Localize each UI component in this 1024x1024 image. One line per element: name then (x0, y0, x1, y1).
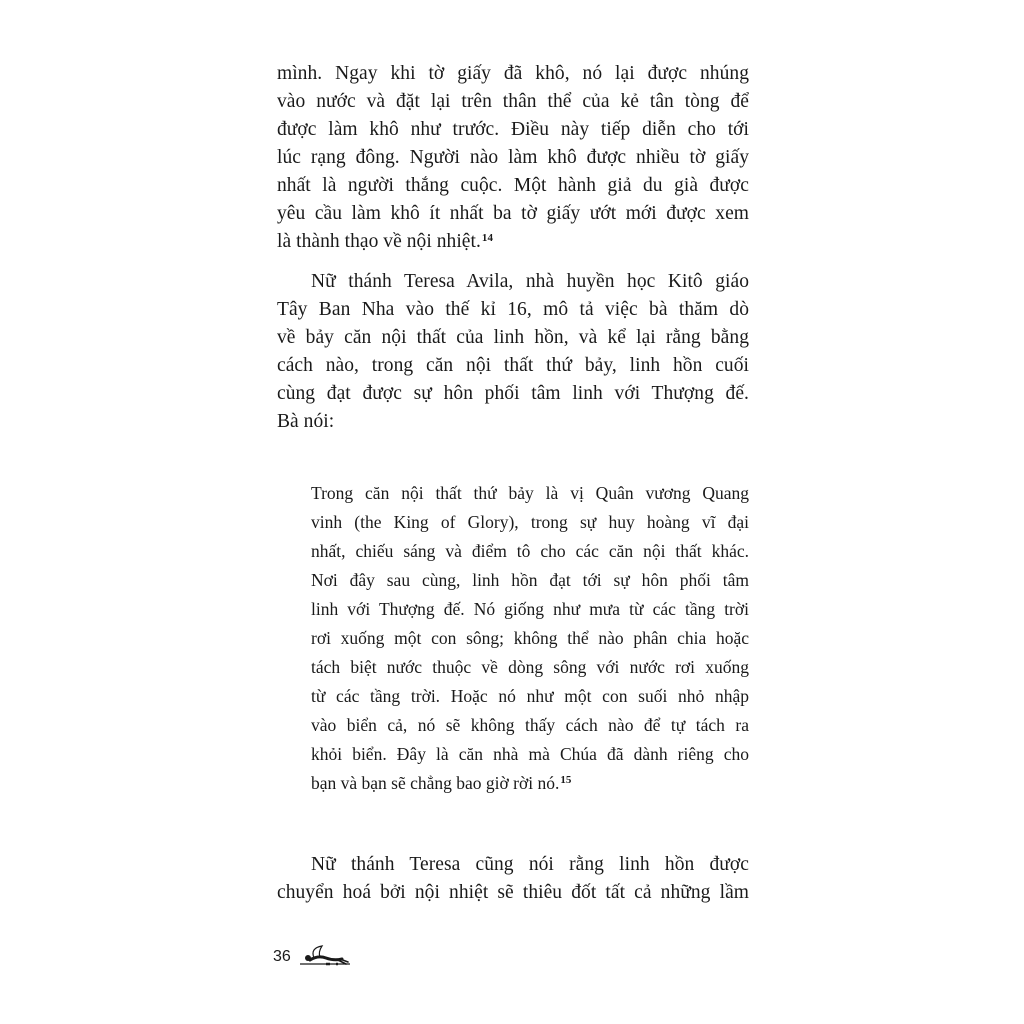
quote-line: nhất, chiếu sáng và điểm tô cho các căn nội thất khác. (311, 541, 749, 561)
text-line: cùng đạt được sự hôn phối tâm linh với Thượng đế. (277, 383, 749, 404)
footnote-marker: 15 (560, 774, 572, 786)
quote-line: từ các tầng trời. Hoặc nó như một con suối nhỏ nhập (311, 686, 749, 706)
quote-line: linh với Thượng đế. Nó giống như mưa từ các tầng trời (311, 599, 749, 619)
text-line: mình. Ngay khi tờ giấy đã khô, nó lại được nhúng (277, 63, 749, 84)
text-line: Bà nói: (277, 411, 335, 432)
text-line-content: là thành thạo về nội nhiệt. (277, 231, 481, 252)
page-number: 36 (273, 948, 291, 965)
text-line: chuyển hoá bởi nội nhiệt sẽ thiêu đốt tất cả những lầm (277, 882, 749, 903)
quote-line: tách biệt nước thuộc về dòng sông với nước rơi xuống (311, 657, 749, 677)
quote-line (311, 771, 749, 795)
quote-line: khỏi biển. Đây là căn nhà mà Chúa đã dành riêng cho (311, 744, 749, 764)
footnote-marker: 14 (481, 232, 493, 244)
text-line: vào nước và đặt lại trên thân thể của kẻ tân tòng để (277, 91, 749, 112)
text-line: Tây Ban Nha vào thế kỉ 16, mô tả việc bà thăm dò (277, 299, 749, 320)
quote-line: vinh (the King of Glory), trong sự huy hoàng vĩ đại (311, 512, 749, 532)
quote-line: Nơi đây sau cùng, linh hồn đạt tới sự hôn phối tâm (311, 570, 749, 590)
text-line: Nữ thánh Teresa Avila, nhà huyền học Kitô giáo (311, 271, 749, 292)
text-line: cách nào, trong căn nội thất thứ bảy, linh hồn cuối (277, 355, 749, 376)
text-line: nhất là người thắng cuộc. Một hành giả du già được (277, 175, 749, 196)
text-line: lúc rạng đông. Người nào làm khô được nhiều tờ giấy (277, 147, 749, 168)
quote-line: Trong căn nội thất thứ bảy là vị Quân vương Quang (311, 483, 749, 503)
reclining-figure-ornament-icon (296, 940, 356, 970)
text-line: về bảy căn nội thất của linh hồn, và kể lại rằng bằng (277, 327, 749, 348)
quote-line-content: bạn và bạn sẽ chẳng bao giờ rời nó. (311, 773, 560, 793)
quote-line: rơi xuống một con sông; không thể nào phân chia hoặc (311, 628, 749, 648)
text-line (277, 229, 749, 255)
text-line: được làm khô như trước. Điều này tiếp diễn cho tới (277, 119, 749, 140)
text-line: Nữ thánh Teresa cũng nói rằng linh hồn được (311, 854, 749, 875)
quote-line: vào biển cả, nó sẽ không thấy cách nào để tự tách ra (311, 715, 749, 735)
text-line: yêu cầu làm khô ít nhất ba tờ giấy ướt mới được xem (277, 203, 749, 224)
